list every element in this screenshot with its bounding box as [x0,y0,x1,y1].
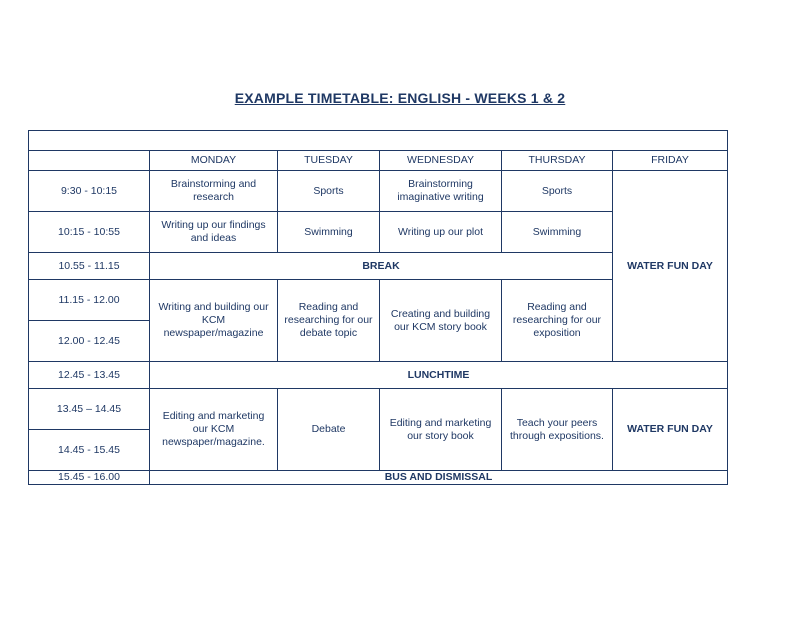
activity-cell: Writing up our findings and ideas [150,212,278,253]
table-row [29,362,728,389]
table-row [29,471,728,485]
activity-cell: Swimming [278,212,380,253]
activity-cell: Brainstorming imaginative writing [380,171,502,212]
time-cell: 13.45 – 14.45 [29,389,150,430]
day-header-friday: FRIDAY [613,151,728,171]
time-cell: 14.45 - 15.45 [29,430,150,471]
timetable [28,130,728,485]
blank-header-cell [29,131,728,151]
activity-cell: Sports [278,171,380,212]
activity-cell: Teach your peers through expositions. [502,389,613,471]
time-cell: 9:30 - 10:15 [29,171,150,212]
friday-afternoon-cell: WATER FUN DAY [613,389,728,471]
activity-cell: Writing and building our KCM newspaper/magazine [150,280,278,362]
time-cell: 15.45 - 16.00 [29,471,150,485]
table-row [29,151,728,171]
page-title: EXAMPLE TIMETABLE: ENGLISH - WEEKS 1 & 2 [234,90,566,106]
activity-cell: Writing up our plot [380,212,502,253]
bus-dismissal-cell: BUS AND DISMISSAL [150,471,728,485]
activity-cell: Swimming [502,212,613,253]
time-cell: 12.00 - 12.45 [29,321,150,362]
table-row [29,131,728,151]
activity-cell: Editing and marketing our KCM newspaper/magazine. [150,389,278,471]
time-cell: 12.45 - 13.45 [29,362,150,389]
activity-cell: Sports [502,171,613,212]
table-row [29,389,728,430]
time-cell: 10:15 - 10:55 [29,212,150,253]
corner-cell [29,151,150,171]
table-row [29,171,728,212]
time-cell: 11.15 - 12.00 [29,280,150,321]
activity-cell: Debate [278,389,380,471]
activity-cell: Reading and researching for our debate topic [278,280,380,362]
friday-morning-cell: WATER FUN DAY [613,171,728,362]
day-header-thursday: THURSDAY [502,151,613,171]
lunch-cell: LUNCHTIME [150,362,728,389]
activity-cell: Reading and researching for our exposition [502,280,613,362]
activity-cell: Brainstorming and research [150,171,278,212]
time-cell: 10.55 - 11.15 [29,253,150,280]
day-header-tuesday: TUESDAY [278,151,380,171]
activity-cell: Editing and marketing our story book [380,389,502,471]
day-header-monday: MONDAY [150,151,278,171]
activity-cell: Creating and building our KCM story book [380,280,502,362]
day-header-wednesday: WEDNESDAY [380,151,502,171]
break-cell: BREAK [150,253,613,280]
